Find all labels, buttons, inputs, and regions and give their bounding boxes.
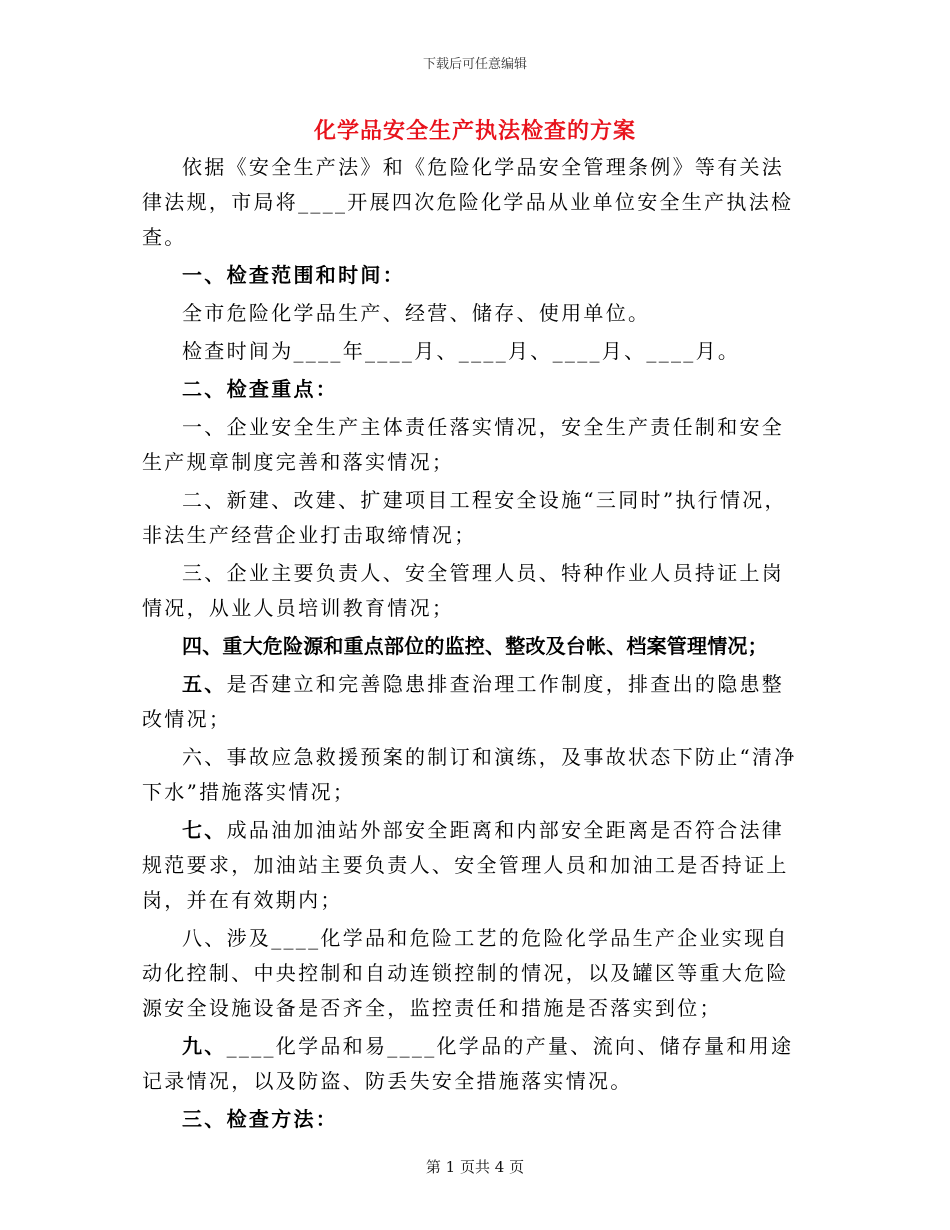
item-number: 七、 <box>182 818 227 842</box>
list-item <box>142 1029 804 1099</box>
intro-paragraph: 依据《安全生产法》和《危险化学品安全管理条例》等有关法律法规，市局将____开展四次危险化学品从业单位安全生产执法检查。 <box>142 155 794 249</box>
section1-time: 检查时间为____年____月、____月、____月、____月。 <box>182 339 741 363</box>
item-text: 成品油加油站外部安全距离和内部安全距离是否符合法律规范要求，加油站主要负责人、安全管理人员和加油工是否持证上岗，并在有效期内； <box>142 818 789 912</box>
header-note: 下载后可任意编辑 <box>422 57 527 72</box>
item-number: 二、 <box>182 488 227 512</box>
item-text: 涉及____化学品和危险工艺的危险化学品生产企业实现自动化控制、中央控制和自动连锁控制的情况，以及罐区等重大危险源安全设施设备是否齐全，监控责任和措施是否落实到位； <box>142 926 789 1020</box>
list-item <box>142 410 804 480</box>
item-number: 九、 <box>182 1034 227 1058</box>
item-text: 重大危险源和重点部位的监控、整改及台帐、档案管理情况； <box>222 634 768 658</box>
item-text: 企业主要负责人、安全管理人员、特种作业人员持证上岗情况，从业人员培训教育情况； <box>142 561 785 620</box>
item-number: 五、 <box>182 672 227 696</box>
item-text: 企业安全生产主体责任落实情况，安全生产责任制和安全生产规章制度完善和落实情况； <box>142 415 785 474</box>
section1-heading: 一、检查范围和时间： <box>182 263 405 287</box>
document-title: 化学品安全生产执法检查的方案 <box>313 118 636 144</box>
item-text: 事故应急救援预案的制订和演练，及事故状态下防止“清净下水”措施落实情况； <box>142 745 797 804</box>
item-number: 四、 <box>182 634 223 658</box>
list-item <box>142 921 804 1026</box>
list-item <box>142 813 804 918</box>
list-item <box>142 667 804 737</box>
section3-heading: 三、检查方法： <box>182 1107 339 1131</box>
list-item <box>142 556 804 626</box>
list-item <box>142 483 804 553</box>
list-item <box>142 740 804 810</box>
item-text: ____化学品和易____化学品的产量、流向、储存量和用途记录情况，以及防盗、防丢失安全措施落实情况。 <box>142 1034 794 1093</box>
page-footer: 第 1 页共 4 页 <box>425 1158 525 1176</box>
list-item <box>142 629 804 664</box>
section1-scope: 全市危险化学品生产、经营、储存、使用单位。 <box>182 301 651 325</box>
document-body <box>142 150 804 1137</box>
item-number: 三、 <box>182 561 227 585</box>
item-text: 新建、改建、扩建项目工程安全设施“三同时”执行情况，非法生产经营企业打击取缔情况； <box>142 488 787 547</box>
item-text: 是否建立和完善隐患排查治理工作制度，排查出的隐患整改情况； <box>142 672 785 731</box>
item-number: 一、 <box>182 415 227 439</box>
item-number: 六、 <box>182 745 227 769</box>
item-number: 八、 <box>182 926 227 950</box>
section2-heading: 二、检查重点： <box>182 377 339 401</box>
